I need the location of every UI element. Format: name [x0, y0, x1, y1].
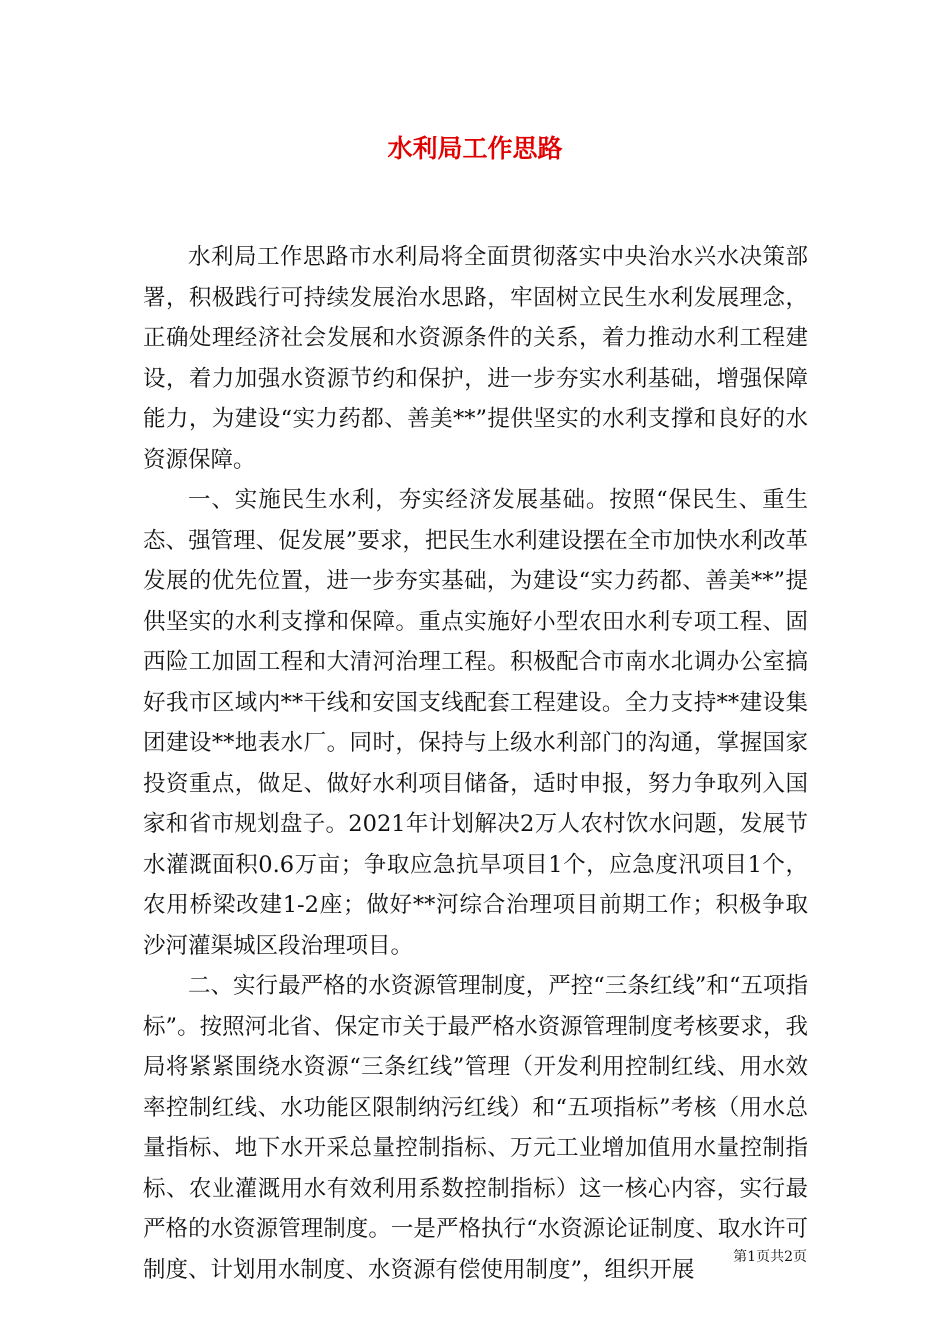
- paragraph-section-1: 一、实施民生水利，夯实经济发展基础。按照“保民生、重生态、强管理、促发展”要求，把民生水利建设摆在全市加快水利改革发展的优先位置，进一步夯实基础，为建设“实力药都、善美**”提供坚实的水利支撑和保障。重点实施好小型农田水利专项工程、固西险工加固工程和大清河治理工程。积极配合市南水北调办公室搞好我市区域内**干线和安国支线配套工程建设。全力支持**建设集团建设**地表水厂。同时，保持与上级水利部门的沟通，掌握国家投资重点，做足、做好水利项目储备，适时申报，努力争取列入国家和省市规划盘子。2021年计划解决2万人农村饮水问题，发展节水灌溉面积0.6万亩；争取应急抗旱项目1个，应急度汛项目1个，农用桥梁改建1-2座；做好**河综合治理项目前期工作；积极争取沙河灌渠城区段治理项目。: [143, 487, 808, 959]
- paragraph-section-2: 二、实行最严格的水资源管理制度，严控“三条红线”和“五项指标”。按照河北省、保定市关于最严格水资源管理制度考核要求，我局将紧紧围绕水资源“三条红线”管理（开发利用控制红线、用水效率控制红线、水功能区限制纳污红线）和“五项指标”考核（用水总量指标、地下水开采总量控制指标、万元工业增加值用水量控制指标、农业灌溉用水有效利用系数控制指标）这一核心内容，实行最严格的水资源管理制度。一是严格执行“水资源论证制度、取水许可制度、计划用水制度、水资源有偿使用制度”，组织开展: [143, 973, 808, 1283]
- paragraph-intro: 水利局工作思路市水利局将全面贯彻落实中央治水兴水决策部署，积极践行可持续发展治水思路，牢固树立民生水利发展理念，正确处理经济社会发展和水资源条件的关系，着力推动水利工程建设，着力加强水资源节约和保护，进一步夯实水利基础，增强保障能力，为建设“实力药都、善美**”提供坚实的水利支撑和良好的水资源保障。: [143, 244, 808, 473]
- page-number: 第1页共2页: [733, 1249, 807, 1265]
- document-body: [143, 237, 808, 1290]
- document-title: 水利局工作思路: [387, 134, 563, 163]
